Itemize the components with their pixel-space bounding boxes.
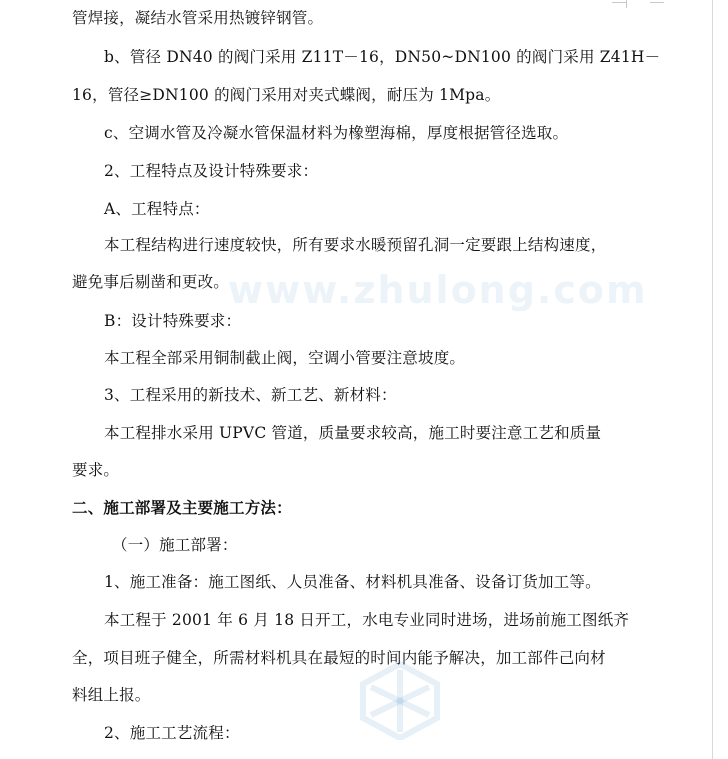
- heading-line: 2、工程特点及设计特殊要求：: [104, 162, 319, 180]
- text-line: 料组上报。: [72, 686, 151, 704]
- section-heading: 二、施工部署及主要施工方法：: [72, 498, 292, 517]
- text-line: 本工程结构进行速度较快，所有要求水暖预留孔洞一定要跟上结构速度，: [104, 236, 607, 254]
- text-line: 本工程于 2001 年 6 月 18 日开工，水电专业同时进场，进场前施工图纸齐: [104, 611, 630, 629]
- text-line: 全，项目班子健全，所需材料机具在最短的时间内能予解决，加工部件己向材: [72, 649, 606, 667]
- text-line: 本工程排水采用 UPVC 管道，质量要求较高，施工时要注意工艺和质量: [104, 424, 602, 442]
- page-corner-mark: [626, 0, 627, 8]
- text-line: 1、施工准备：施工图纸、人员准备、材料机具准备、设备订货加工等。: [104, 573, 601, 591]
- subsection-heading: （一）施工部署：: [112, 536, 238, 554]
- heading-line: 3、工程采用的新技术、新工艺、新材料：: [104, 386, 397, 404]
- heading-line: A、工程特点：: [104, 200, 210, 218]
- text-line: 16，管径≥DN100 的阀门采用对夹式蝶阀，耐压为 1Mpa。: [72, 86, 501, 104]
- text-line: 本工程全部采用铜制截止阀，空调小管要注意坡度。: [104, 349, 466, 367]
- text-line: 避免事后剔凿和更改。: [72, 273, 230, 291]
- text-line: 要求。: [72, 461, 120, 479]
- page-right-edge: [712, 0, 713, 759]
- heading-line: 2、施工工艺流程：: [104, 724, 240, 742]
- watermark: www.zhulong.com: [228, 268, 648, 312]
- text-line: 管焊接，凝结水管采用热镀锌钢管。: [72, 9, 324, 27]
- heading-line: B：设计特殊要求：: [104, 312, 242, 330]
- text-line: c、空调水管及冷凝水管保温材料为橡塑海棉，厚度根据管径选取。: [104, 124, 569, 142]
- text-line: b、管径 DN40 的阀门采用 Z11T－16，DN50~DN100 的阀门采用 Z41H－: [104, 48, 661, 66]
